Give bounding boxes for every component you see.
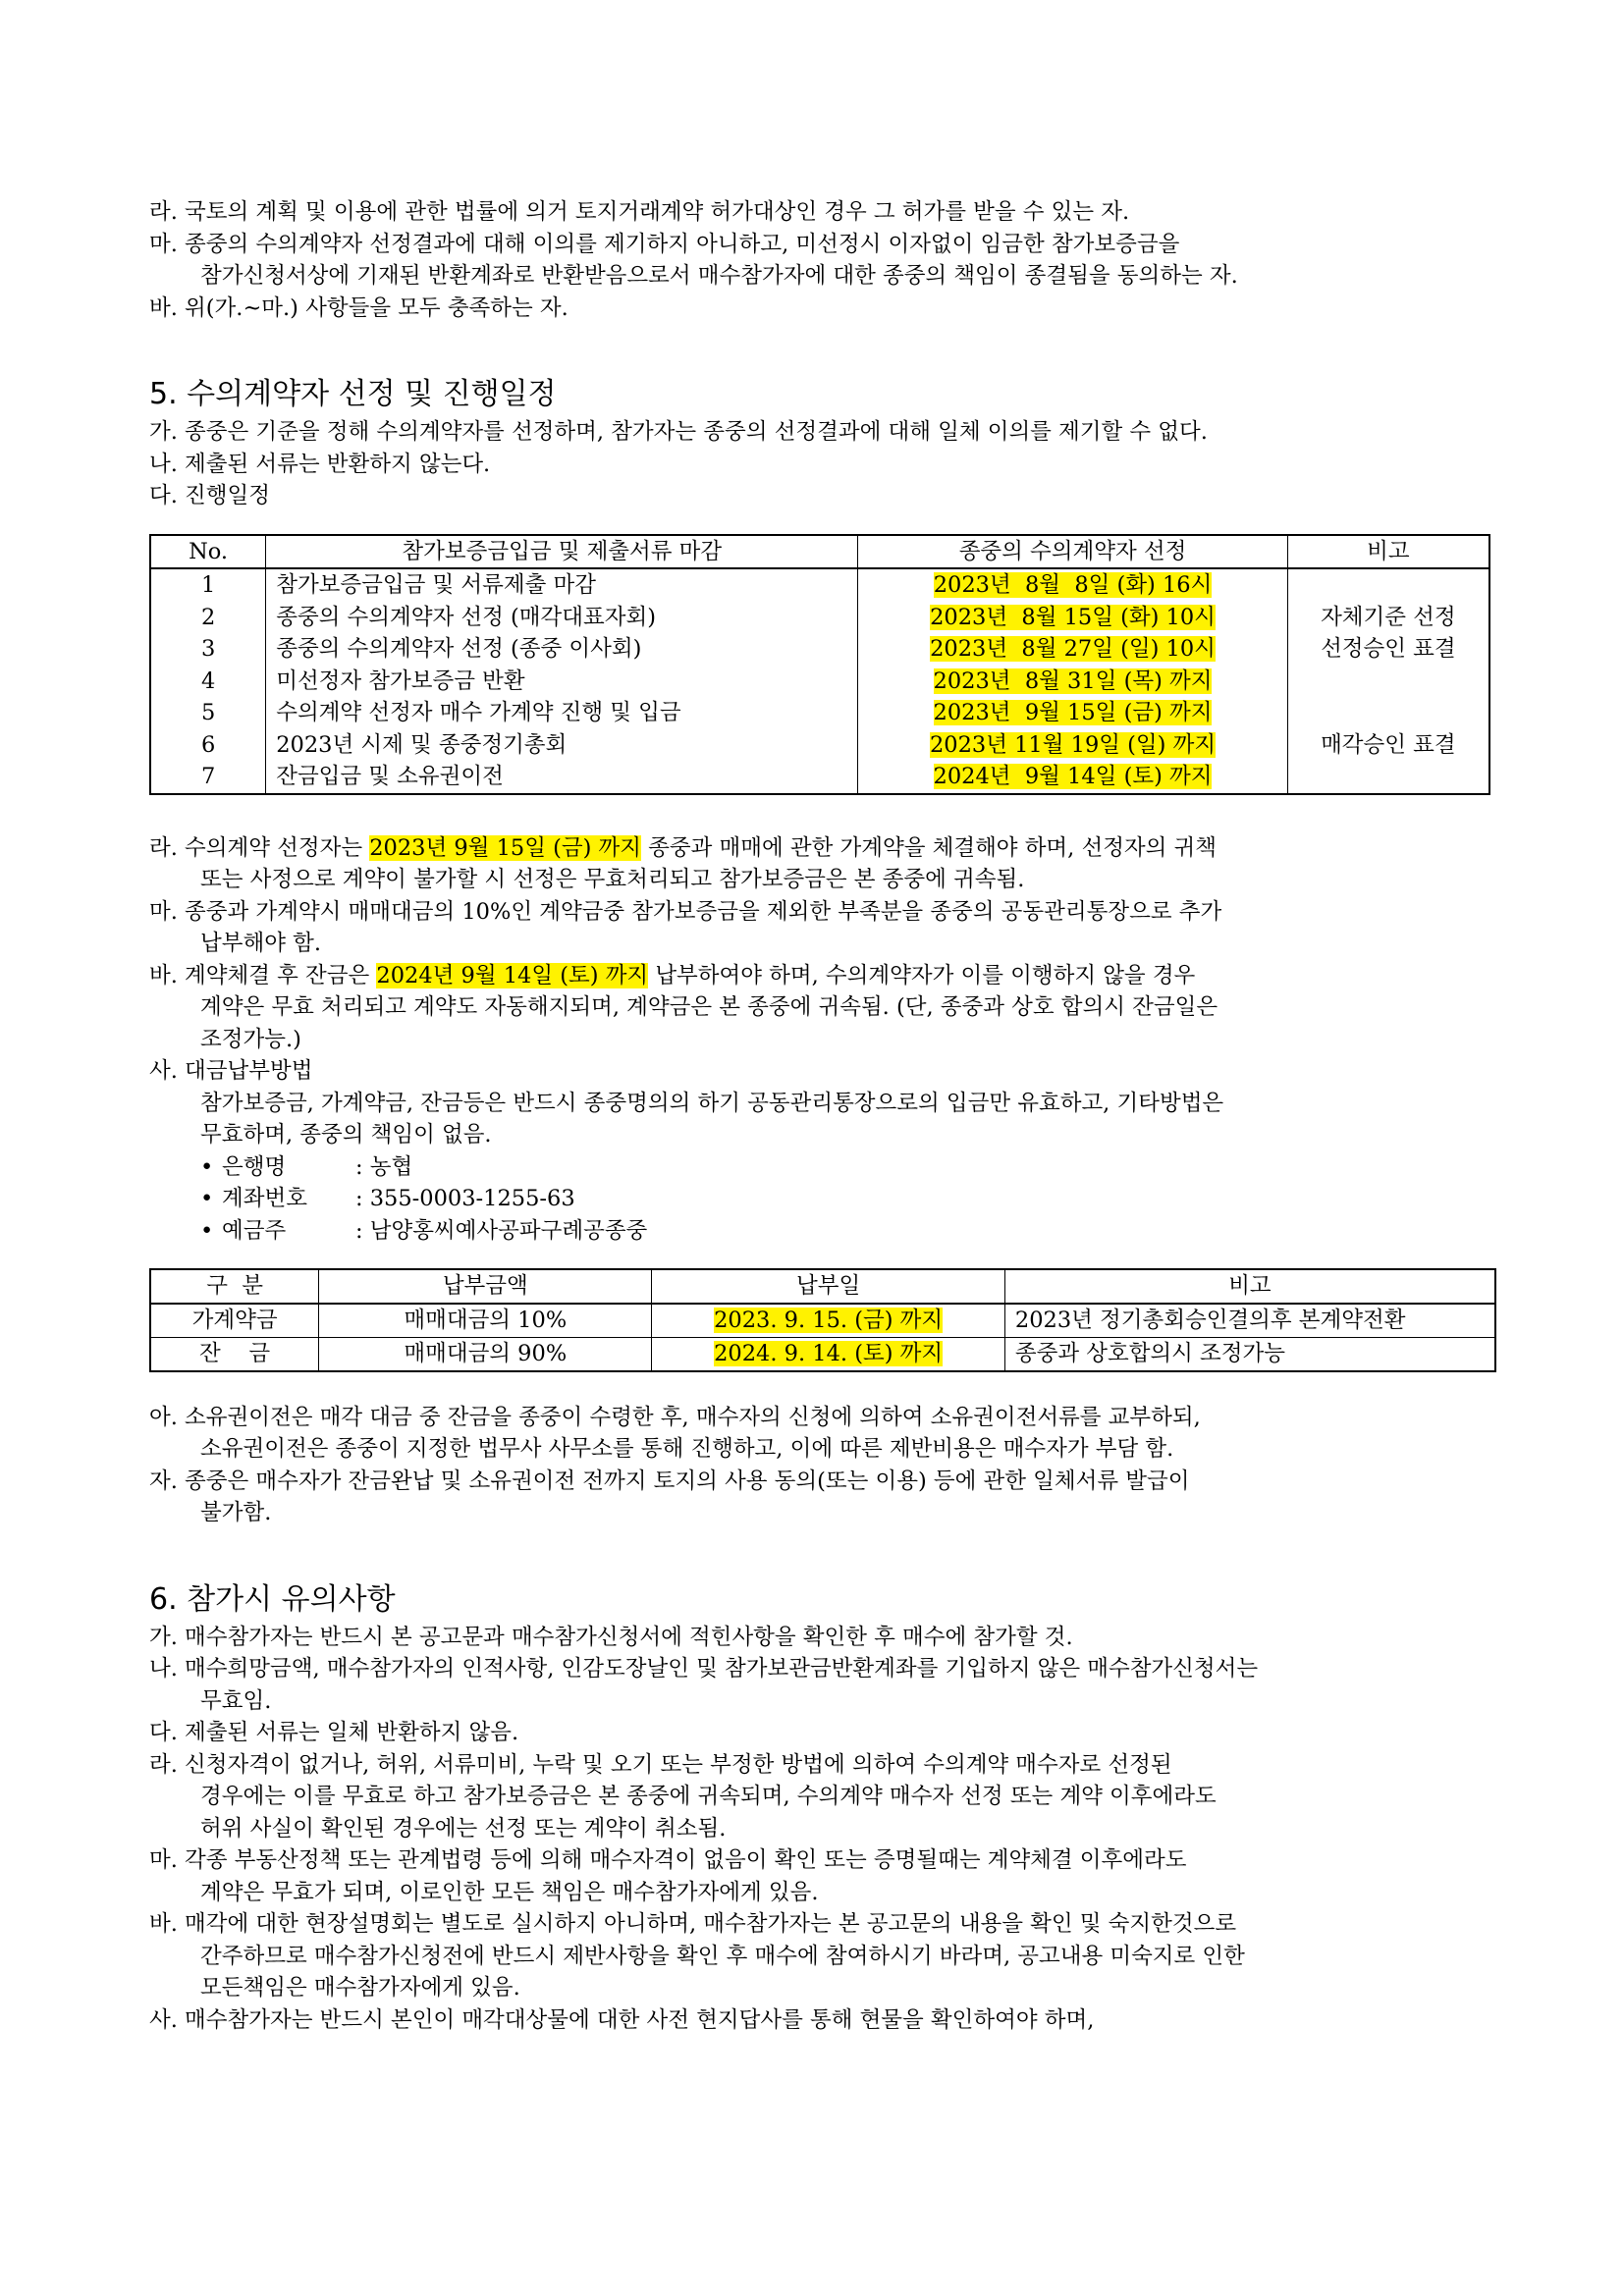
schedule-row	[150, 761, 1489, 794]
bullet-icon: •	[200, 1153, 214, 1180]
s6-clause-ra-cont2: 허위 사실이 확인된 경우에는 선정 또는 계약이 취소됨.	[200, 1815, 727, 1842]
schedule-date: 2024년 9월 14일 (토) 까지	[933, 764, 1213, 789]
schedule-date: 2023년 8월 31일 (목) 까지	[933, 667, 1213, 694]
schedule-date: 2023년 8월 27일 (일) 10시	[930, 636, 1216, 662]
s6-clause-da: 다. 제출된 서류는 일체 반환하지 않음.	[149, 1720, 519, 1745]
payment-row	[150, 1337, 1495, 1371]
schedule-no: 7	[150, 761, 266, 794]
bank-item-key: 은행명	[222, 1153, 287, 1180]
section-6-title: 6. 참가시 유의사항	[149, 1581, 396, 1617]
schedule-note: 매각승인 표결	[1287, 729, 1489, 762]
schedule-header-date: 종중의 수의계약자 선정	[858, 535, 1287, 569]
schedule-header-no: No.	[150, 535, 266, 569]
schedule-no: 5	[150, 697, 266, 729]
payment-amount: 매매대금의 10%	[319, 1304, 652, 1338]
s6-clause-na-cont: 무효임.	[200, 1687, 272, 1714]
bank-item-value: : 남양홍씨예사공파구례공종중	[355, 1217, 648, 1244]
schedule-no: 2	[150, 602, 266, 634]
s6-clause-ra-cont: 경우에는 이를 무효로 하고 참가보증금은 본 종중에 귀속되며, 수의계약 매수자 선정 또는 계약 이후에라도	[200, 1784, 1217, 1809]
schedule-item: 종중의 수의계약자 선정 (매각대표자회)	[266, 602, 858, 634]
s6-clause-ba-cont2: 모든책임은 매수참가자에게 있음.	[200, 1975, 520, 2001]
s5-clause-ra-post: 종중과 매매에 관한 가계약을 체결해야 하며, 선정자의 귀책	[641, 834, 1218, 861]
s5-clause-ra-cont: 또는 사정으로 계약이 불가할 시 선정은 무효처리되고 참가보증금은 본 종중에 귀속됨.	[200, 867, 1025, 892]
clause-ma: 마. 종중의 수의계약자 선정결과에 대해 이의를 제기하지 아니하고, 미선정시 이자없이 임금한 참가보증금을	[149, 231, 1180, 257]
s5-clause-ba-deadline: 2024년 9월 14일 (토) 까지	[376, 962, 649, 988]
s5-clause-da: 다. 진행일정	[149, 483, 270, 508]
bank-item-value: : 355-0003-1255-63	[355, 1186, 575, 1211]
s6-clause-ma: 마. 각종 부동산정책 또는 관계법령 등에 의해 매수자격이 없음이 확인 또는 증명될때는 계약체결 이후에라도	[149, 1847, 1187, 1873]
s5-clause-ma: 마. 종중과 가계약시 매매대금의 10%인 계약금중 참가보증금을 제외한 부족분을 종중의 공동관리통장으로 추가	[149, 898, 1222, 925]
schedule-row	[150, 602, 1489, 634]
payment-header-note: 비고	[1004, 1269, 1495, 1304]
schedule-no: 6	[150, 729, 266, 762]
payment-header-row	[150, 1269, 1495, 1304]
schedule-item: 참가보증금입금 및 서류제출 마감	[266, 568, 858, 602]
s5-clause-ba	[149, 960, 1494, 992]
s5-clause-ba-cont2: 조정가능.)	[200, 1026, 301, 1052]
s5-clause-ja: 자. 종중은 매수자가 잔금완납 및 소유권이전 전까지 토지의 사용 동의(또는 이용) 등에 관한 일체서류 발급이	[149, 1468, 1190, 1494]
payment-table	[149, 1268, 1496, 1372]
payment-header-type: 구 분	[150, 1269, 319, 1304]
schedule-date: 2023년 11월 19일 (일) 까지	[929, 731, 1217, 758]
payment-header-amount: 납부금액	[319, 1269, 652, 1304]
clause-ma-cont: 참가신청서상에 기재된 반환계좌로 반환받음으로서 매수참가자에 대한 종중의 책임이 종결됨을 동의하는 자.	[200, 263, 1238, 289]
payment-row	[150, 1304, 1495, 1338]
schedule-date: 2023년 8월 8일 (화) 16시	[933, 572, 1213, 598]
s5-clause-na: 나. 제출된 서류는 반환하지 않는다.	[149, 451, 491, 477]
s6-clause-ba-cont: 간주하므로 매수참가신청전에 반드시 제반사항을 확인 후 매수에 참여하시기 바라며, 공고내용 미숙지로 인한	[200, 1943, 1245, 1969]
s5-clause-ma-cont: 납부해야 함.	[200, 931, 321, 956]
schedule-date: 2023년 9월 15일 (금) 까지	[933, 700, 1213, 725]
schedule-header-item: 참가보증금입금 및 제출서류 마감	[266, 535, 858, 569]
bank-item-key: 계좌번호	[222, 1186, 307, 1211]
schedule-row	[150, 729, 1489, 762]
schedule-header-row	[150, 535, 1489, 569]
schedule-table	[149, 534, 1490, 795]
payment-type: 잔 금	[150, 1337, 319, 1371]
schedule-item: 종중의 수의계약자 선정 (종중 이사회)	[266, 633, 858, 666]
account-number-item	[149, 1183, 1494, 1215]
s5-clause-ga: 가. 종중은 기준을 정해 수의계약자를 선정하며, 참가자는 종중의 선정결과에 대해 일체 이의를 제기할 수 없다.	[149, 419, 1208, 445]
schedule-no: 1	[150, 568, 266, 602]
bullet-icon: •	[200, 1186, 214, 1211]
s5-clause-sa-body2: 무효하며, 종중의 책임이 없음.	[200, 1122, 492, 1148]
schedule-note	[1287, 761, 1489, 794]
schedule-note	[1287, 568, 1489, 602]
s5-clause-ra	[149, 832, 1494, 865]
schedule-row	[150, 633, 1489, 666]
bank-item-value: : 농협	[355, 1153, 413, 1180]
payment-note: 2023년 정기총회승인결의후 본계약전환	[1004, 1304, 1495, 1338]
s6-clause-ba: 바. 매각에 대한 현장설명회는 별도로 실시하지 아니하며, 매수참가자는 본 공고문의 내용을 확인 및 숙지한것으로	[149, 1911, 1237, 1937]
schedule-row	[150, 697, 1489, 729]
payment-date: 2023. 9. 15. (금) 까지	[714, 1308, 944, 1333]
schedule-note: 선정승인 표결	[1287, 633, 1489, 666]
s6-clause-na: 나. 매수희망금액, 매수참가자의 인적사항, 인감도장날인 및 참가보관금반환계좌를 기입하지 않은 매수참가신청서는	[149, 1656, 1259, 1682]
schedule-item: 2023년 시제 및 종중정기총회	[266, 729, 858, 762]
bank-name-item	[149, 1151, 1494, 1184]
s5-clause-a-cont: 소유권이전은 종중이 지정한 법무사 사무소를 통해 진행하고, 이에 따른 제반비용은 매수자가 부담 함.	[200, 1436, 1174, 1462]
schedule-header-note: 비고	[1287, 535, 1489, 569]
s5-clause-sa: 사. 대금납부방법	[149, 1058, 313, 1084]
bank-item-key: 예금주	[222, 1217, 287, 1244]
s5-clause-ra-deadline: 2023년 9월 15일 (금) 까지	[369, 834, 642, 861]
clause-ra: 라. 국토의 계획 및 이용에 관한 법률에 의거 토지거래계약 허가대상인 경우 그 허가를 받을 수 있는 자.	[149, 199, 1130, 225]
schedule-date: 2023년 8월 15일 (화) 10시	[930, 604, 1216, 630]
payment-date: 2024. 9. 14. (토) 까지	[714, 1341, 944, 1366]
s5-clause-ba-post: 납부하여야 하며, 수의계약자가 이를 이행하지 않을 경우	[648, 962, 1196, 988]
payment-header-date: 납부일	[652, 1269, 1004, 1304]
bullet-icon: •	[200, 1217, 214, 1244]
schedule-row	[150, 568, 1489, 602]
section-5-title: 5. 수의계약자 선정 및 진행일정	[149, 377, 557, 411]
s6-clause-ra: 라. 신청자격이 없거나, 허위, 서류미비, 누락 및 오기 또는 부정한 방법에 의하여 수의계약 매수자로 선정된	[149, 1751, 1172, 1778]
payment-amount: 매매대금의 90%	[319, 1337, 652, 1371]
schedule-no: 3	[150, 633, 266, 666]
s6-clause-sa: 사. 매수참가자는 반드시 본인이 매각대상물에 대한 사전 현지답사를 통해 현물을 확인하여야 하며,	[149, 2006, 1095, 2033]
schedule-no: 4	[150, 666, 266, 698]
s5-clause-a: 아. 소유권이전은 매각 대금 중 잔금을 종중이 수령한 후, 매수자의 신청에 의하여 소유권이전서류를 교부하되,	[149, 1404, 1201, 1430]
schedule-item: 잔금입금 및 소유권이전	[266, 761, 858, 794]
document-page	[149, 196, 1494, 2036]
s6-clause-ma-cont: 계약은 무효가 되며, 이로인한 모든 책임은 매수참가자에게 있음.	[200, 1879, 819, 1905]
s5-clause-ba-pre: 바. 계약체결 후 잔금은	[149, 962, 377, 988]
clause-ba: 바. 위(가.~마.) 사항들을 모두 충족하는 자.	[149, 294, 568, 321]
schedule-note	[1287, 666, 1489, 698]
s5-clause-ra-pre: 라. 수의계약 선정자는	[149, 834, 370, 861]
payment-note: 종중과 상호합의시 조정가능	[1004, 1337, 1495, 1371]
s5-clause-sa-body: 참가보증금, 가계약금, 잔금등은 반드시 종중명의의 하기 공동관리통장으로의 입금만 유효하고, 기타방법은	[200, 1090, 1224, 1116]
s5-clause-ba-cont: 계약은 무효 처리되고 계약도 자동해지되며, 계약금은 본 종중에 귀속됨. (단, 종중과 상호 합의시 잔금일은	[200, 994, 1218, 1020]
s5-clause-ja-cont: 불가함.	[200, 1500, 272, 1525]
schedule-note: 자체기준 선정	[1287, 602, 1489, 634]
schedule-note	[1287, 697, 1489, 729]
schedule-item: 수의계약 선정자 매수 가계약 진행 및 입금	[266, 697, 858, 729]
schedule-item: 미선정자 참가보증금 반환	[266, 666, 858, 698]
schedule-row	[150, 666, 1489, 698]
s6-clause-ga: 가. 매수참가자는 반드시 본 공고문과 매수참가신청서에 적힌사항을 확인한 후 매수에 참가할 것.	[149, 1624, 1073, 1650]
account-holder-item	[149, 1215, 1494, 1248]
payment-type: 가계약금	[150, 1304, 319, 1338]
